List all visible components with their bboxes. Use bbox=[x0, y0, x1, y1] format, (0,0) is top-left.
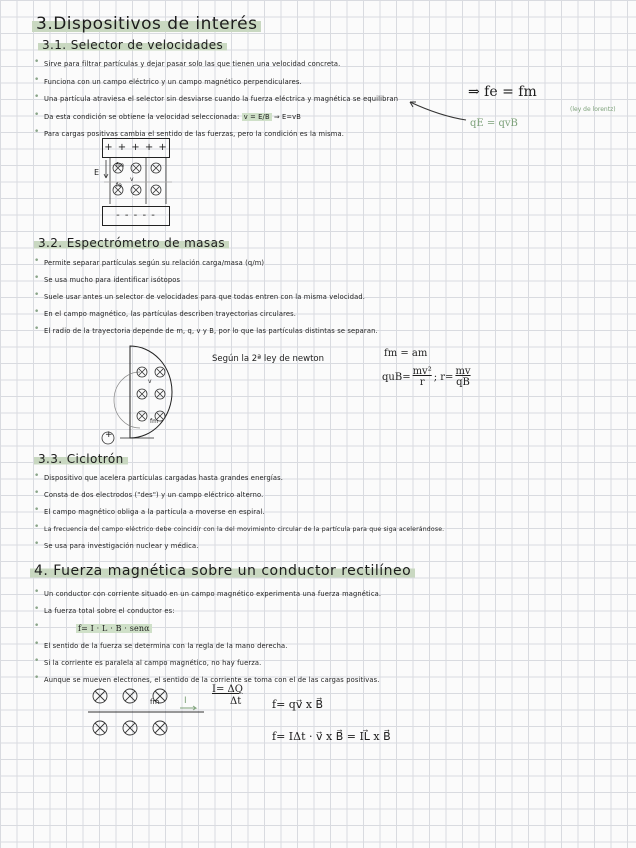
section-3-3-list bbox=[32, 470, 444, 555]
page-title: 3.Dispositivos de interés bbox=[32, 14, 261, 34]
list-item: • Funciona con un campo eléctrico y un campo magnético perpendiculares. bbox=[32, 74, 398, 92]
list-item: • Da esta condición se obtiene la velocidad seleccionada: v = E/B ⇒ E=vB bbox=[32, 109, 398, 127]
arrow-icon bbox=[400, 94, 470, 124]
list-item: • Se usa para investigación nuclear y médica. bbox=[32, 538, 444, 555]
spectrometer-v-label: v bbox=[148, 378, 152, 385]
list-item: • La fuerza total sobre el conductor es: bbox=[32, 603, 381, 620]
section-3-1-title: 3.1. Selector de velocidades bbox=[38, 38, 227, 52]
section-3-1-list bbox=[32, 56, 398, 144]
fe-label: fe bbox=[116, 182, 122, 189]
section-3-3-title: 3.3. Ciclotrón bbox=[34, 452, 128, 466]
list-item: • Para cargas positivas cambia el sentido de las fuerzas, pero la condición es la misma. bbox=[32, 126, 398, 144]
negative-plate: - - - - - bbox=[102, 206, 170, 226]
section-3-2-title: 3.2. Espectrómetro de masas bbox=[34, 236, 229, 250]
field-e-label: E bbox=[94, 168, 100, 177]
list-item: • Sirve para filtrar partículas y dejar pasar solo las que tienen una velocidad concreta. bbox=[32, 56, 398, 74]
lorentz-note: (ley de lorentz) bbox=[570, 106, 616, 113]
list-item: • El campo magnético obliga a la partícula a moverse en espiral. bbox=[32, 504, 444, 521]
list-item: • Aunque se mueven electrones, el sentido de la corriente se toma con el de las cargas positivas. bbox=[32, 672, 381, 689]
section-3-2-list bbox=[32, 255, 378, 340]
newton-law-label: Según la 2ª ley de newton bbox=[212, 354, 325, 364]
section-4-title: 4. Fuerza magnética sobre un conductor rectilíneo bbox=[30, 563, 415, 579]
list-item: • Suele usar antes un selector de velocidades para que todas entren con la misma velocidad. bbox=[32, 289, 378, 306]
velocity-highlight: v = E/B bbox=[243, 112, 270, 121]
charge-force-equation: f= qv⃗ x B⃗ bbox=[272, 698, 324, 711]
list-item: • El radio de la trayectoria depende de m, q, v y B, por lo que las partículas distintas se separan. bbox=[32, 323, 378, 340]
current-equation: I= ΔQ Δt bbox=[212, 684, 243, 707]
list-item: • Un conductor con corriente situado en un campo magnético experimenta una fuerza magnética. bbox=[32, 586, 381, 603]
list-item: • Se usa mucho para identificar isótopos bbox=[32, 272, 378, 289]
conductor-figure bbox=[86, 682, 216, 742]
current-i-label: I bbox=[184, 696, 187, 706]
list-item: • Dispositivo que acelera partículas cargadas hasta grandes energías. bbox=[32, 470, 444, 487]
list-item: • Consta de dos electrodos ("des") y un campo eléctrico alterno. bbox=[32, 487, 444, 504]
list-item: • La frecuencia del campo eléctrico debe coincidir con la del movimiento circular de la partícula para que siga acelerándose. bbox=[32, 521, 444, 538]
list-item: • Permite separar partículas según su relación carga/masa (q/m) bbox=[32, 255, 378, 272]
conductor-fm-label: fm bbox=[150, 698, 160, 706]
list-item: • En el campo magnético, las partículas describen trayectorias circulares. bbox=[32, 306, 378, 323]
qe-qvb-equation: qE = qvB bbox=[470, 118, 518, 129]
field-diagram bbox=[96, 156, 176, 208]
list-item: • El sentido de la fuerza se determina con la regla de la mano derecha. bbox=[32, 638, 381, 655]
positive-plate: + + + + + bbox=[102, 138, 170, 158]
velocity-selector-figure bbox=[96, 138, 176, 226]
total-force-equation: f= IΔt · v⃗ x B⃗ = IL⃗ x B⃗ bbox=[272, 730, 391, 743]
conductor-force-equation: f= I · L · B · senα bbox=[78, 624, 150, 633]
list-item: • Si la corriente es paralela al campo magnético, no hay fuerza. bbox=[32, 655, 381, 672]
fm-am-equation: fm = am bbox=[384, 348, 428, 359]
v-label: v bbox=[130, 176, 134, 183]
list-item bbox=[32, 620, 381, 638]
list-item: • Una partícula atraviesa el selector sin desviarse cuando la fuerza eléctrica y magnética se equilibran bbox=[32, 91, 398, 109]
fm-label: fm bbox=[116, 162, 124, 169]
spectrometer-fm-label: fm bbox=[150, 418, 158, 425]
radius-equation: quB= $\frac{\text{mv²}}{r}$ ; r= $\frac{mv}{qB}$ bbox=[382, 366, 471, 388]
spectrometer-plus-label: + bbox=[105, 430, 113, 440]
section-4-list bbox=[32, 586, 381, 689]
force-balance-equation: ⇒ fe = fm bbox=[468, 84, 537, 100]
